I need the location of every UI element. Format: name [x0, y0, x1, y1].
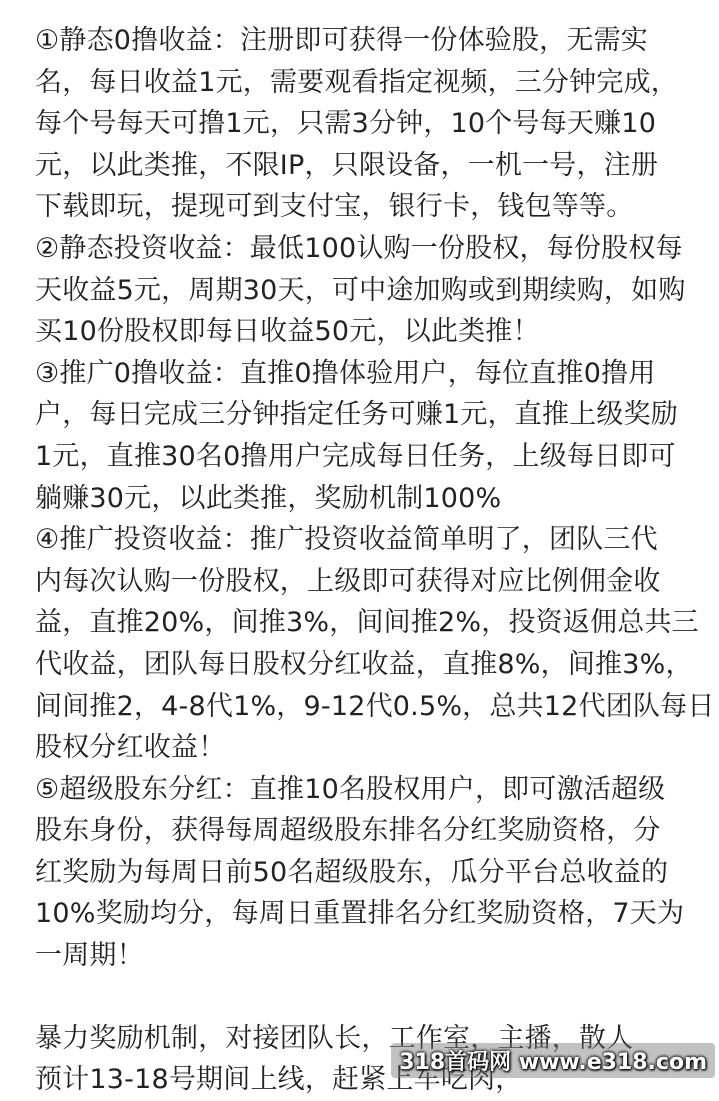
text-line: 元，以此类推，不限IP，只限设备，一机一号，注册: [35, 149, 659, 181]
text-line: 躺赚30元，以此类推，奖励机制100%: [35, 482, 502, 514]
article-body: [35, 20, 715, 1101]
text-line: 10%奖励均分，每周日重置排名分红奖励资格，7天为: [35, 898, 685, 930]
text-line: 买10份股权即每日收益50元，以此类推！: [35, 316, 540, 348]
site-watermark: 318首码网 www.e318.com: [391, 1043, 715, 1078]
text-line: 内每次认购一份股权，上级即可获得对应比例佣金收: [35, 565, 661, 597]
text-line: ①静态0撸收益：注册即可获得一份体验股，无需实: [35, 25, 648, 56]
text-line: ⑤超级股东分红：直推10名股权用户，即可激活超级: [35, 773, 666, 805]
text-line: 天收益5元，周期30天，可中途加购或到期续购，如购: [35, 274, 686, 306]
text-line: 股权分红收益！: [35, 732, 226, 764]
text-line: 间间推2，4-8代1%，9-12代0.5%，总共12代团队每日: [35, 690, 715, 722]
text-line: 1元，直推30名0撸用户完成每日任务，上级每日即可: [35, 440, 676, 472]
text-line: 一周期！: [35, 940, 144, 972]
text-line: ④推广投资收益：推广投资收益简单明了，团队三代: [35, 524, 658, 556]
text-line: 下载即玩，提现可到支付宝，银行卡，钱包等等。: [35, 191, 634, 223]
text-line: 红奖励为每周日前50名超级股东，瓜分平台总收益的: [35, 856, 669, 888]
text-line: 户，每日完成三分钟指定任务可赚1元，直推上级奖励: [35, 399, 678, 431]
text-line: 股东身份，获得每周超级股东排名分红奖励资格，分: [35, 815, 661, 847]
text-line: 名，每日收益1元，需要观看指定视频，三分钟完成，: [35, 66, 678, 98]
text-line: ②静态投资收益：最低100认购一份股权，每份股权每: [35, 232, 683, 264]
footer-line: 预计13-18号期间上线，赶紧上车吃肉，: [35, 1064, 523, 1096]
text-line: ③推广0撸收益：直推0撸体验用户，每位直推0撸用: [35, 357, 656, 389]
footer-line: 暴力奖励机制，对接团队长，工作室，主播，散人: [35, 1022, 634, 1054]
paragraph-gap: [35, 977, 697, 1018]
text-line: 代收益，团队每日股权分红收益，直推8%，间推3%，: [35, 648, 693, 680]
text-line: 每个号每天可撸1元，只需3分钟，10个号每天赚10: [35, 108, 657, 140]
text-line: 益，直推20%，间推3%，间间推2%，投资返佣总共三: [35, 607, 699, 639]
